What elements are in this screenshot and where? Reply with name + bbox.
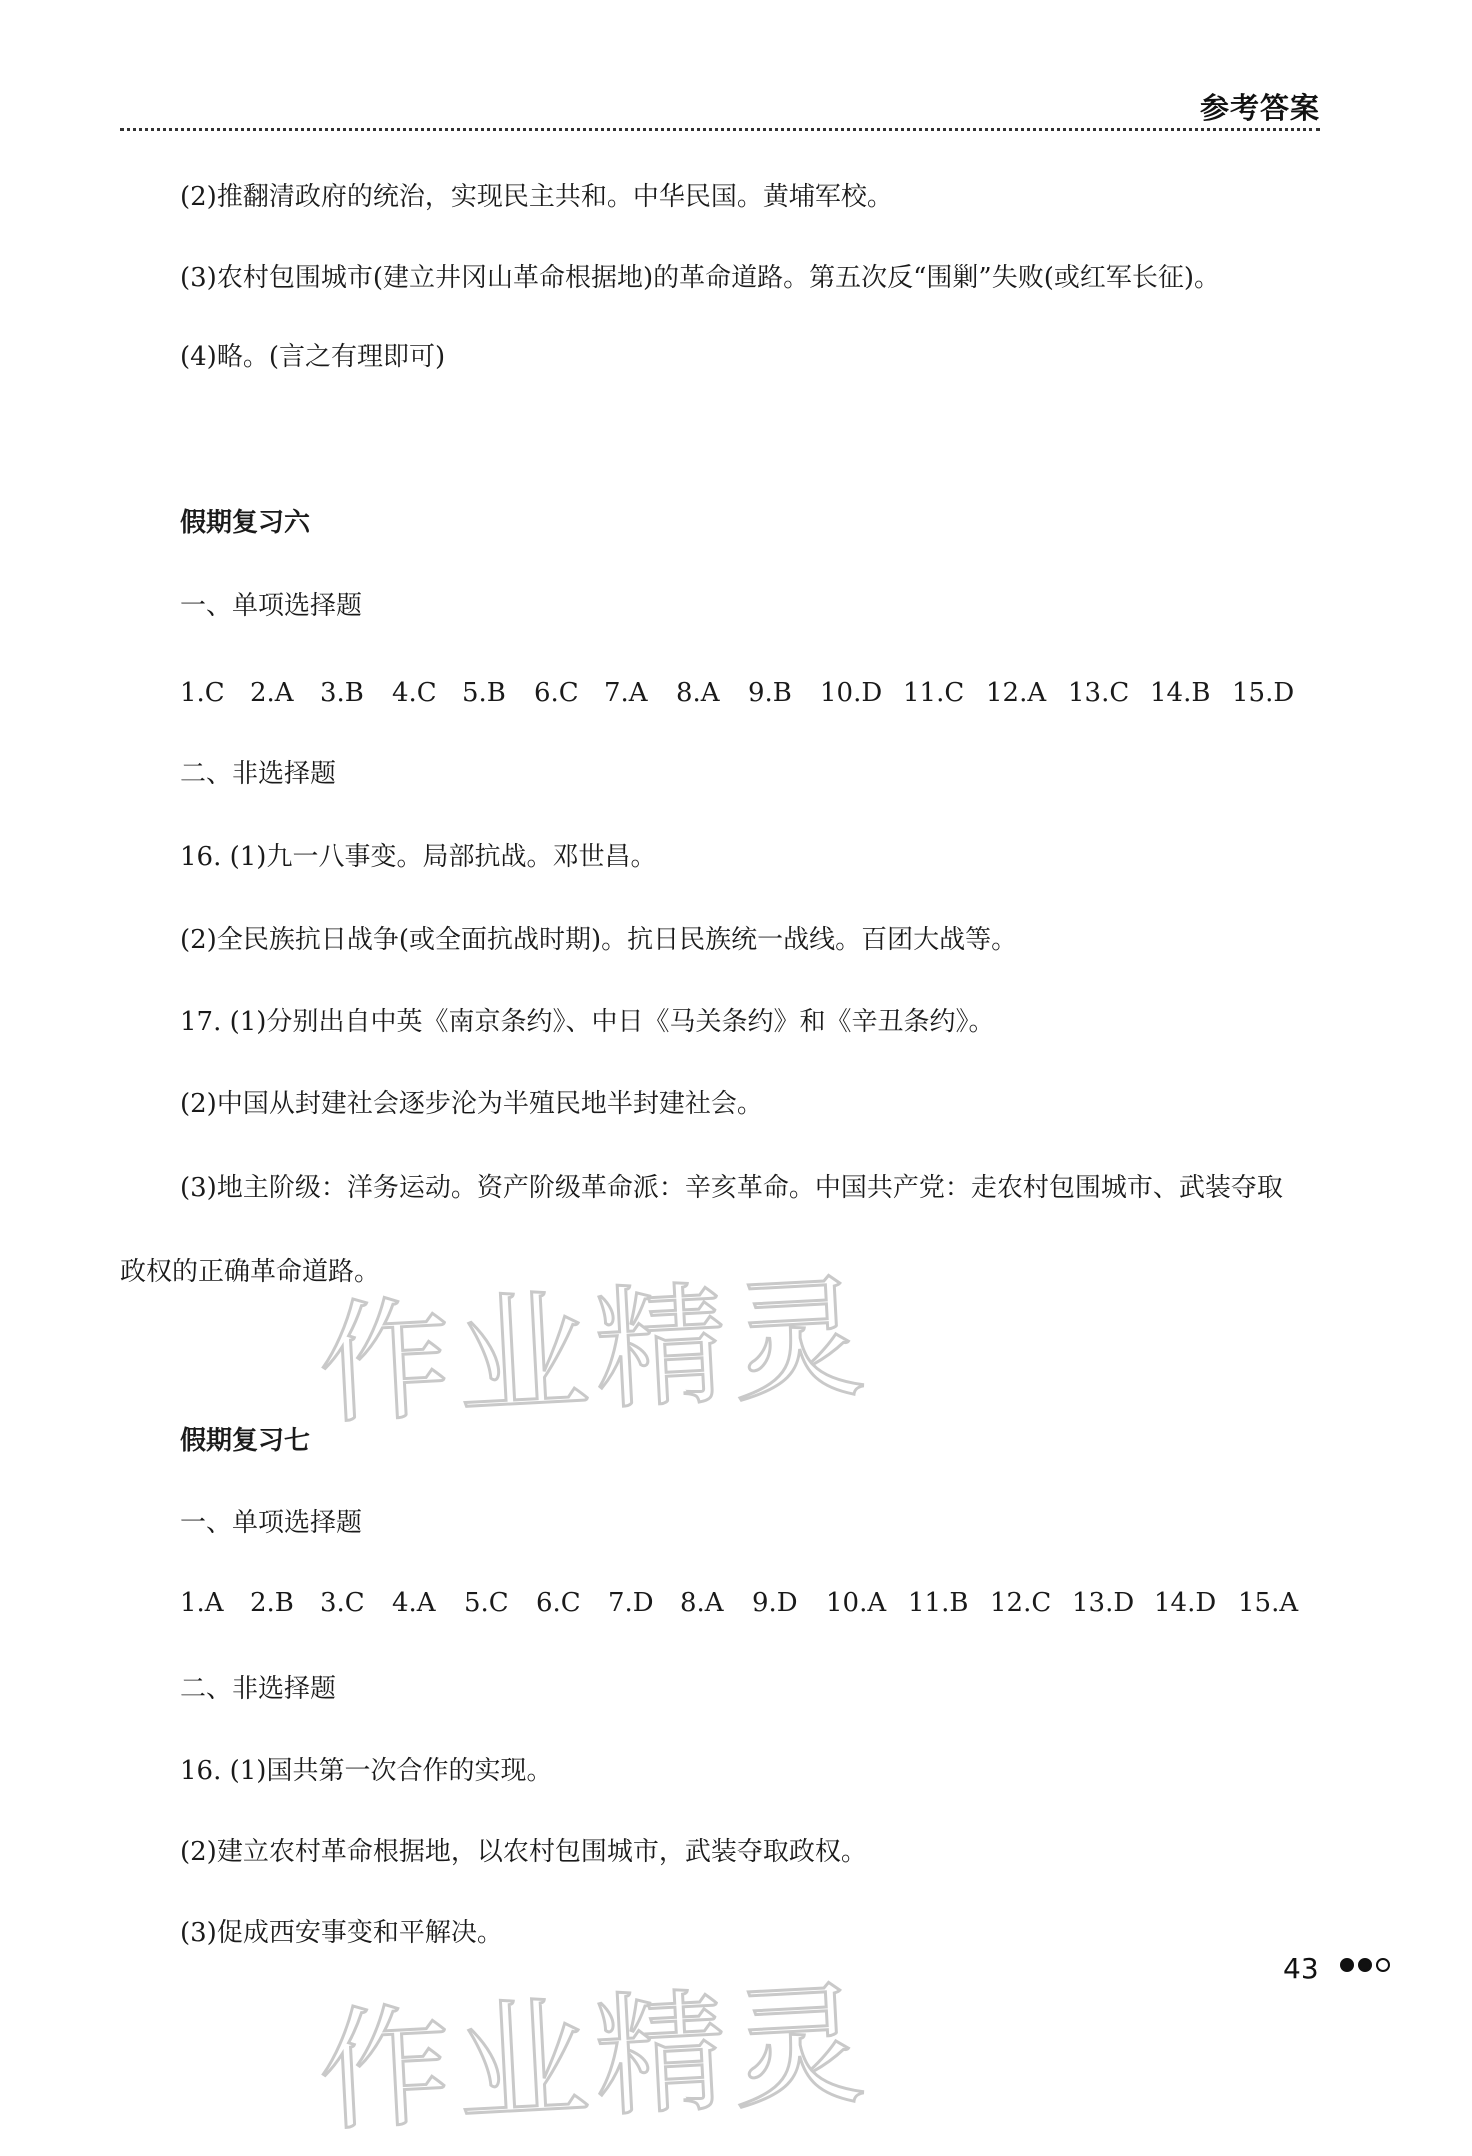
answer-line: 政权的正确革命道路。 (120, 1257, 381, 1287)
header-title: 参考答案 (1199, 91, 1320, 125)
answer-item: 4.A (392, 1588, 436, 1618)
answer-line: 16. (1)国共第一次合作的实现。 (180, 1756, 553, 1786)
answer-line: 17. (1)分别出自中英《南京条约》、中日《马关条约》和《辛丑条约》。 (180, 1007, 995, 1037)
page-number: 43 (1283, 1952, 1319, 1985)
answer-line: (3)促成西安事变和平解决。 (180, 1918, 503, 1948)
watermark: 作业精灵 (314, 1260, 875, 1444)
answer-item: 12.C (990, 1588, 1052, 1618)
page-header (120, 72, 1320, 132)
answer-item: 9.D (752, 1588, 798, 1618)
answer-item: 9.B (748, 678, 792, 708)
answer-line: (2)建立农村革命根据地，以农村包围城市，武装夺取政权。 (180, 1837, 867, 1867)
part-heading: 一、单项选择题 (180, 1508, 363, 1538)
answer-item: 11.C (903, 678, 965, 708)
part-heading: 一、单项选择题 (180, 591, 363, 621)
part-heading: 二、非选择题 (180, 759, 337, 789)
answer-item: 13.D (1072, 1588, 1135, 1618)
empty-dot-icon (1376, 1958, 1390, 1972)
answer-item: 10.A (826, 1588, 887, 1618)
answer-item: 12.A (986, 678, 1047, 708)
answer-item: 1.A (180, 1588, 224, 1618)
answer-item: 5.C (464, 1588, 509, 1618)
answer-line: (2)全民族抗日战争(或全面抗战时期)。抗日民族统一战线。百团大战等。 (180, 925, 1018, 955)
answer-item: 7.A (604, 678, 648, 708)
answer-item: 1.C (180, 678, 225, 708)
answer-item: 6.C (536, 1588, 581, 1618)
answer-item: 2.A (250, 678, 294, 708)
filled-dot-icon (1358, 1958, 1372, 1972)
answer-item: 13.C (1068, 678, 1130, 708)
watermark: 作业精灵 (314, 1967, 875, 2151)
answer-item: 2.B (250, 1588, 294, 1618)
answer-item: 14.D (1154, 1588, 1217, 1618)
answer-item: 4.C (392, 678, 437, 708)
filled-dot-icon (1340, 1958, 1354, 1972)
header-divider (120, 128, 1320, 131)
answer-item: 15.D (1232, 678, 1295, 708)
answer-item: 5.B (462, 678, 506, 708)
section-title: 假期复习七 (180, 1426, 311, 1456)
answer-item: 8.A (676, 678, 720, 708)
answer-line: (3)地主阶级：洋务运动。资产阶级革命派：辛亥革命。中国共产党：走农村包围城市、武装夺取 (180, 1173, 1283, 1203)
page-dots-icon (1340, 1958, 1390, 1972)
answer-line: (2)中国从封建社会逐步沦为半殖民地半封建社会。 (180, 1089, 763, 1119)
answer-item: 8.A (680, 1588, 724, 1618)
answer-item: 15.A (1238, 1588, 1299, 1618)
answer-item: 11.B (908, 1588, 969, 1618)
answer-line: (2)推翻清政府的统治，实现民主共和。中华民国。黄埔军校。 (180, 182, 893, 212)
answer-line: (4)略。(言之有理即可) (180, 342, 446, 372)
section-title: 假期复习六 (180, 508, 311, 538)
answer-line: (3)农村包围城市(建立井冈山革命根据地)的革命道路。第五次反“围剿”失败(或红军长征)。 (180, 263, 1220, 293)
answer-item: 3.C (320, 1588, 365, 1618)
answer-item: 6.C (534, 678, 579, 708)
part-heading: 二、非选择题 (180, 1674, 337, 1704)
answer-line: 16. (1)九一八事变。局部抗战。邓世昌。 (180, 842, 657, 872)
answer-item: 14.B (1150, 678, 1211, 708)
answer-item: 7.D (608, 1588, 654, 1618)
answer-item: 10.D (820, 678, 883, 708)
answer-item: 3.B (320, 678, 364, 708)
